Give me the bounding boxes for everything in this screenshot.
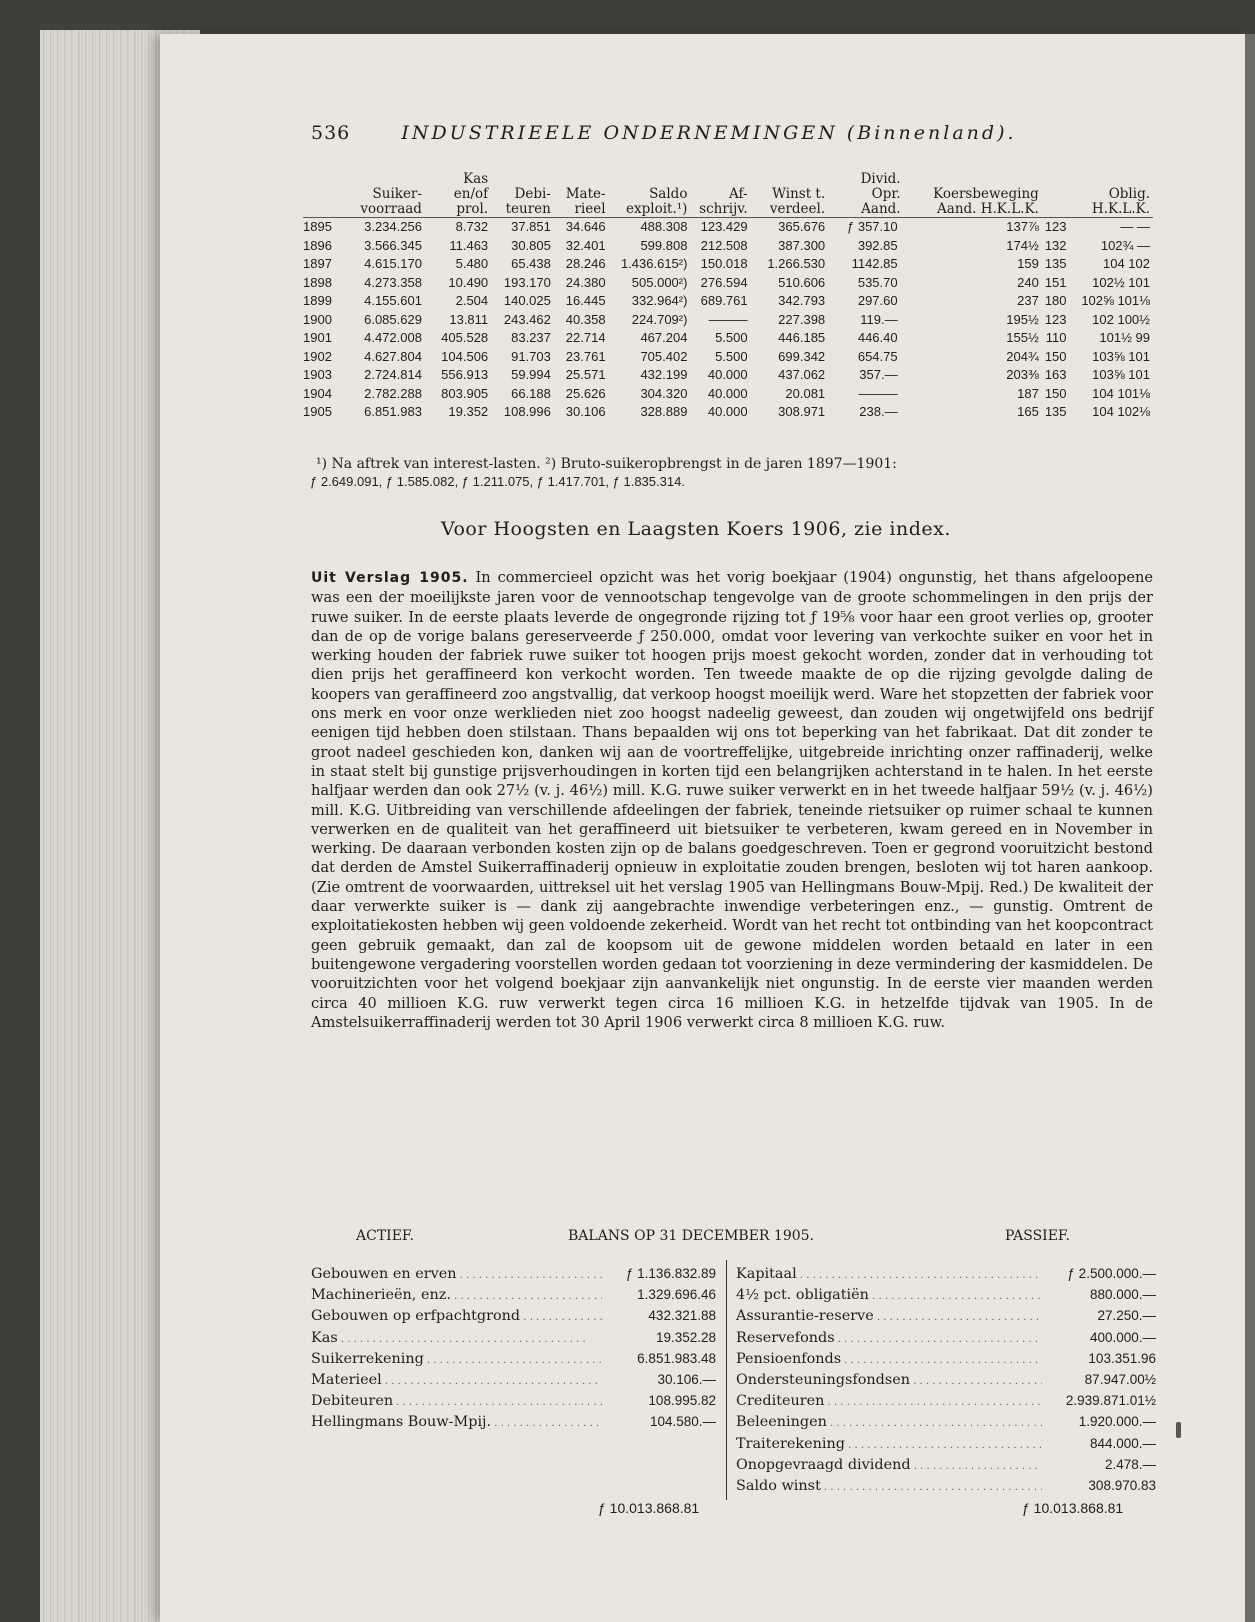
table-cell: 102⅝ 101⅛ (1081, 293, 1150, 308)
balance-item-label: Hellingmans Bouw-Mpij. . . . (311, 1413, 602, 1433)
footnote-line-1: ¹) Na aftrek van interest-lasten. ²) Bruto-suikeropbrengst in de jaren 1897—1901: (316, 456, 897, 472)
table-cell: 1902 (303, 348, 332, 364)
balance-item-amount: 308.970.83 (1088, 1478, 1156, 1494)
table-cell: 1142.85 (851, 256, 898, 271)
table-cell: 66.188 (511, 385, 551, 401)
table-cell: 1896 (303, 237, 332, 253)
passief-heading: PASSIEF. (1005, 1228, 1070, 1244)
report-text: In commercieel opzicht was het vorig boekjaar (1904) ongunstig, het thans afgeloopene was een der moeilijkste jaren voor de vennootschap tengevolge van de groote schommelingen in den prijs der ruwe suiker. In de eerste plaats leverde de ongegronde rijzing tot ƒ 19⅝ voor haar een groot verlies op, grooter dan de op de vorige balans gereserveerde ƒ 250.000, omdat voor levering van verkochte suiker en voor het in werking houden der fabriek ruwe suiker tot hoogen prijs moest gekocht worden, zonder dat in verhouding tot dien prijs het geraffineerd kon verkocht worden. Ten tweede maakte de op die rijzing gevolgde daling de koopers van geraffineerd zoo angstvallig, dat verkoop hoogst moeilijk werd. Ware het stopzetten der fabriek voor ons merk en voor onze werklieden niet zoo hoogst nadeelig geweest, dan zouden wij ongetwijfeld ons bedrijf eenigen tijd hebben doen stilstaan. Thans bepaalden wij ons tot beperking van het fabrikaat. Dat dit zonder te groot nadeel geschieden kon, danken wij aan de voortreffelijke, uitgebreide inrichting onzer raffinaderij, welke in staat stelt bij gunstige prijsverhoudingen in korten tijd een belangrijken achterstand in te halen. In het eerste halfjaar werden dan ook 27½ (v. j. 46½) mill. K.G. ruwe suiker verwerkt en in het tweede halfjaar 59½ (v. j. 46½) mill. K.G. Uitbreiding van verschillende afdeelingen der fabriek, teneinde rietsuiker op ruimer schaal te kunnen verwerken en de qualiteit van het geraffineerd uit bietsuiker te verbeteren, kwam gereed en in November in werking. De daaraan verbonden kosten zijn op de balans goedgeschreven. Toen er gegrond vooruitzicht bestond dat derden de Amstel Suikerraffinaderij opnieuw in exploitatie zouden brengen, besloten wij tot haren aankoop. (Zie omtrent de voorwaarden, uittreksel uit het verslag 1905 van Hellingmans Bouw-Mpij. Red.) De kwaliteit der daar verwerkte suiker is — dank zij aangebrachte inwendige verbeteringen enz., — gunstig. Omtrent de exploitatiekosten hebben wij geen voldoende zekerheid. Wordt van het recht tot ontbinding van het koopcontract geen gebruik gemaakt, dan zal de koopsom uit de gewone middelen worden betaald en later in een buitengewone vergadering voorstellen worden gedaan tot voorziening in deze vermindering der kasmiddelen. De vooruitzichten voor het volgend boekjaar zijn aanvankelijk niet ongunstig. In de eerste vier maanden werden circa 40 millioen K.G. ruw verwerkt tegen circa 16 millioen K.G. in hetzelfde tijdvak van 1905. In de Amstelsuikerraffinaderij werden tot 30 April 1906 verwerkt circa 8 millioen K.G. ruw. (311, 569, 1153, 1031)
table-cell: 224.709²) (631, 311, 688, 327)
balance-row (736, 1370, 1156, 1391)
passief-column (736, 1264, 1156, 1497)
table-footnote (310, 455, 1156, 491)
table-row (303, 385, 1153, 404)
table-cell: 102¾ — (1100, 237, 1150, 253)
table-cell: 101½ 99 (1099, 330, 1150, 345)
table-cell: 187 (1017, 385, 1039, 401)
table-cell: 276.594 (700, 274, 748, 290)
table-cell: 135 (1044, 256, 1067, 271)
table-cell: 240 (1017, 274, 1039, 290)
table-cell: 150.018 (700, 256, 748, 271)
table-cell: 4.627.804 (364, 348, 422, 364)
balance-row (736, 1455, 1156, 1476)
table-cell: 332.964²) (631, 293, 688, 308)
table-cell: 25.626 (565, 385, 606, 401)
table-cell: 4.273.358 (364, 274, 422, 290)
balance-item-label: Crediteuren . . . (736, 1392, 1042, 1412)
table-cell: 22.714 (565, 330, 606, 345)
balance-row (736, 1391, 1156, 1412)
passief-total: ƒ 10.013.868.81 (1022, 1500, 1124, 1516)
table-cell: 119.— (860, 311, 898, 327)
table-cell: 2.724.814 (364, 367, 422, 382)
balance-row (311, 1264, 716, 1285)
table-cell: 132 (1044, 237, 1067, 253)
table-cell: 83.237 (511, 330, 551, 345)
table-cell: ƒ 357.10 (847, 219, 898, 234)
balance-row (736, 1328, 1156, 1349)
table-cell: 123 (1044, 311, 1067, 327)
balance-item-amount: ƒ 2.500.000.— (1067, 1266, 1156, 1281)
balance-item-amount: 2.939.871.01½ (1065, 1393, 1156, 1409)
table-cell: 1898 (303, 274, 332, 290)
table-cell: 238.— (859, 404, 898, 419)
table-cell: 328.889 (640, 404, 688, 419)
table-cell: 193.170 (503, 274, 551, 290)
table-cell: 2.782.288 (364, 385, 422, 401)
balance-item-amount: ƒ 1.136.832.89 (625, 1266, 716, 1281)
balance-title: BALANS OP 31 DECEMBER 1905. (568, 1228, 814, 1244)
table-header-cell: Suiker- voorraad (344, 172, 425, 218)
balance-item-label: Beleeningen . . . (736, 1413, 1042, 1433)
table-cell: 103⅝ 101 (1092, 367, 1150, 382)
balance-item-amount: 30.106.— (657, 1372, 716, 1388)
balance-row (736, 1264, 1156, 1285)
actief-heading: ACTIEF. (356, 1228, 414, 1244)
balance-item-label: Materieel . . . (311, 1371, 602, 1391)
annual-report-excerpt (311, 568, 1153, 1032)
table-cell: 30.805 (511, 237, 551, 253)
balance-row (736, 1412, 1156, 1433)
table-cell: 140.025 (503, 293, 551, 308)
table-cell: 65.438 (511, 256, 551, 271)
balance-row (311, 1370, 716, 1391)
table-cell: 203⅜ (1006, 367, 1039, 382)
table-cell: 212.508 (700, 237, 748, 253)
table-cell: 102 100½ (1092, 311, 1150, 327)
table-cell: 37.851 (511, 219, 551, 234)
table-cell: 437.062 (778, 367, 826, 382)
balance-row (311, 1285, 716, 1306)
table-cell: 4.615.170 (364, 256, 422, 271)
table-cell: 137⅞ (1006, 219, 1039, 234)
table-cell: 20.081 (785, 385, 826, 401)
table-cell: 4.155.601 (364, 293, 422, 308)
table-cell: 180 (1044, 293, 1067, 308)
balance-row (311, 1412, 716, 1433)
table-header-cell (1042, 172, 1070, 218)
table-cell: 599.808 (640, 237, 688, 253)
table-cell: 505.000²) (631, 274, 688, 290)
statistics-table (303, 172, 1153, 422)
balance-item-amount: 27.250.— (1097, 1308, 1156, 1324)
table-cell: 28.246 (565, 256, 606, 271)
balance-item-amount: 108.995.82 (648, 1393, 716, 1409)
balance-row (311, 1349, 716, 1370)
table-cell: 1897 (303, 256, 332, 271)
balance-item-label: Ondersteuningsfondsen . . . (736, 1371, 1042, 1391)
table-body (303, 218, 1153, 422)
table-row (303, 237, 1153, 256)
table-cell: 155½ (1006, 330, 1039, 345)
balance-row (736, 1476, 1156, 1497)
table-cell: 699.342 (778, 348, 826, 364)
table-cell: 163 (1044, 367, 1067, 382)
balance-item-label: Reservefonds . . . (736, 1329, 1042, 1349)
table-cell: 135 (1044, 404, 1067, 419)
balance-item-amount: 103.351.96 (1088, 1350, 1156, 1366)
balance-row (736, 1306, 1156, 1327)
table-row (303, 329, 1153, 348)
table-cell: 19.352 (448, 404, 489, 419)
table-cell: 1900 (303, 311, 332, 327)
table-header-cell: Mate- rieel (554, 172, 609, 218)
table-cell: 803.905 (441, 385, 489, 401)
table-cell: 1905 (303, 404, 332, 419)
balance-item-label: Traiterekening . . . (736, 1435, 1042, 1455)
table-header-cell: Koersbeweging Aand. H.K.L.K. (904, 172, 1042, 218)
table-cell: 174½ (1006, 237, 1039, 253)
table-cell: 488.308 (640, 219, 688, 234)
balance-item-label: Machinerieën, enz. . . . (311, 1286, 602, 1306)
balance-item-label: 4½ pct. obligatiën . . . (736, 1286, 1042, 1306)
table-header-cell: Oblig. H.K.L.K. (1070, 172, 1153, 218)
table-cell: 3.566.345 (364, 237, 422, 253)
book-right-edge (1245, 34, 1255, 1622)
table-cell: 195½ (1006, 311, 1039, 327)
table-cell: 432.199 (640, 367, 688, 382)
table-header-cell: Saldo exploit.¹) (609, 172, 691, 218)
report-lead: Uit Verslag 1905. (311, 570, 469, 586)
table-header-cell (303, 172, 344, 218)
table-cell: 308.971 (778, 404, 826, 419)
table-cell: — — (1120, 219, 1150, 234)
table-cell: 1899 (303, 293, 332, 308)
table-cell: 151 (1044, 274, 1067, 290)
actief-column (311, 1264, 716, 1434)
table-cell: 102½ 101 (1092, 274, 1150, 290)
table-cell: 59.994 (511, 367, 551, 382)
table-cell: 3.234.256 (364, 219, 422, 234)
page-title: INDUSTRIEELE ONDERNEMINGEN (Binnenland). (401, 122, 1017, 144)
table-cell: 654.75 (857, 348, 898, 364)
table-cell: 365.676 (778, 219, 826, 234)
table-row (303, 366, 1153, 385)
balance-item-amount: 432.321.88 (648, 1308, 716, 1324)
table-header-cell: Af- schrijv. (690, 172, 750, 218)
balance-row (736, 1349, 1156, 1370)
balance-item-label: Saldo winst . . . (736, 1477, 1042, 1497)
table-cell: 165 (1017, 404, 1039, 419)
balance-item-amount: 87.947.00½ (1084, 1372, 1156, 1388)
table-cell: 104 102⅛ (1092, 404, 1150, 419)
table-cell: 24.380 (565, 274, 606, 290)
balance-item-amount: 1.329.696.46 (637, 1287, 716, 1303)
table-cell: 304.320 (640, 385, 688, 401)
table-cell: 104 102 (1103, 256, 1150, 271)
table-cell: 150 (1044, 385, 1067, 401)
table-cell: 91.703 (511, 348, 551, 364)
balance-item-label: Suikerrekening . . . (311, 1350, 602, 1370)
table-cell: 1901 (303, 330, 332, 345)
table-cell: 1895 (303, 219, 332, 234)
table-cell: 13.811 (449, 311, 489, 327)
table-cell: 150 (1044, 348, 1067, 364)
table-cell: 1.266.530 (767, 256, 826, 271)
table-cell: 40.000 (707, 385, 748, 401)
table-row (303, 274, 1153, 293)
table-row (303, 403, 1153, 422)
table-cell: 243.462 (503, 311, 551, 327)
table-cell: ——— (858, 385, 898, 401)
table-header-cell: Divid. Opr. Aand. (828, 172, 903, 218)
balance-item-label: Debiteuren . . . (311, 1392, 602, 1412)
actief-total: ƒ 10.013.868.81 (598, 1500, 700, 1516)
table-row (303, 311, 1153, 330)
table-cell: 227.398 (778, 311, 826, 327)
balance-item-amount: 400.000.— (1089, 1329, 1156, 1345)
table-cell: 23.761 (565, 348, 606, 364)
footnote-line-2: ƒ 2.649.091, ƒ 1.585.082, ƒ 1.211.075, ƒ 1.417.701, ƒ 1.835.314. (310, 474, 685, 489)
table-cell: 6.085.629 (364, 311, 422, 327)
table-cell: 5.500 (715, 348, 748, 364)
table-cell: 110 (1045, 330, 1067, 345)
table-cell: 237 (1017, 293, 1039, 308)
table-cell: 159 (1017, 256, 1039, 271)
table-cell: 387.300 (778, 237, 826, 253)
table-header-row (303, 172, 1153, 218)
balance-row (311, 1328, 716, 1349)
table-header-cell: Winst t. verdeel. (751, 172, 829, 218)
table-cell: 123 (1044, 219, 1067, 234)
table-cell: 40.358 (565, 311, 606, 327)
balance-item-amount: 2.478.— (1104, 1456, 1156, 1472)
table-cell: 103⅝ 101 (1092, 348, 1150, 364)
table-cell: 556.913 (441, 367, 489, 382)
table-cell: 10.490 (448, 274, 489, 290)
table-header-cell: Kas en/of prol. (425, 172, 491, 218)
balance-item-amount: 1.920.000.— (1078, 1414, 1156, 1430)
balance-item-amount: 19.352.28 (655, 1329, 716, 1345)
table-cell: 8.732 (455, 219, 489, 234)
balance-row (311, 1391, 716, 1412)
table-row (303, 292, 1153, 311)
table-row (303, 255, 1153, 274)
table-cell: 392.85 (857, 237, 898, 253)
table-cell: 342.793 (778, 293, 826, 308)
balance-row (736, 1434, 1156, 1455)
margin-mark (1176, 1422, 1181, 1438)
table-cell: 104 101⅛ (1092, 385, 1150, 401)
table-cell: 405.528 (441, 330, 489, 345)
table-cell: 5.500 (715, 330, 748, 345)
table-cell: 108.996 (503, 404, 551, 419)
table-cell: 297.60 (857, 293, 898, 308)
balance-item-amount: 880.000.— (1089, 1287, 1156, 1303)
table-cell: 204¾ (1006, 348, 1039, 364)
table-header-cell: Debi- teuren (491, 172, 554, 218)
table-cell: 40.000 (707, 404, 748, 419)
table-cell: 30.106 (565, 404, 606, 419)
table-cell: 34.646 (565, 219, 606, 234)
table-row (303, 348, 1153, 367)
table-cell: 25.571 (565, 367, 606, 382)
table-cell: 11.463 (449, 237, 489, 253)
table-cell: 689.761 (700, 293, 748, 308)
balance-item-label: Gebouwen en erven . . . (311, 1265, 602, 1285)
balance-divider (726, 1260, 727, 1500)
table-cell: 535.70 (857, 274, 898, 290)
table-cell: 5.480 (455, 256, 489, 271)
table-cell: 6.851.983 (364, 404, 422, 419)
table-cell: 1.436.615²) (620, 256, 688, 271)
balance-item-amount: 104.580.— (649, 1414, 716, 1430)
table-cell: 1903 (303, 367, 332, 382)
table-cell: ——— (708, 311, 748, 327)
table-cell: 467.204 (640, 330, 688, 345)
page-header (311, 122, 1017, 144)
table-cell: 1904 (303, 385, 332, 401)
balance-item-label: Onopgevraagd dividend . . . (736, 1456, 1042, 1476)
table-cell: 705.402 (640, 348, 688, 364)
table-cell: 446.185 (778, 330, 826, 345)
balance-item-label: Assurantie-reserve . . . (736, 1307, 1042, 1327)
table-cell: 32.401 (565, 237, 606, 253)
balance-item-label: Kapitaal . . . (736, 1265, 1042, 1285)
balance-row (736, 1285, 1156, 1306)
balance-item-amount: 844.000.— (1089, 1435, 1156, 1451)
balance-item-amount: 6.851.983.48 (637, 1350, 716, 1366)
page-number: 536 (311, 122, 351, 144)
balance-row (311, 1306, 716, 1327)
balance-item-label: Pensioenfonds . . . (736, 1350, 1042, 1370)
table-cell: 357.— (859, 367, 898, 382)
table-cell: 510.606 (778, 274, 826, 290)
table-cell: 123.429 (700, 219, 748, 234)
table-cell: 16.445 (565, 293, 606, 308)
table-row (303, 218, 1153, 237)
balance-item-label: Gebouwen op erfpachtgrond . . . (311, 1307, 602, 1327)
table-cell: 2.504 (455, 293, 489, 308)
table-cell: 4.472.008 (364, 330, 422, 345)
table-cell: 40.000 (707, 367, 748, 382)
table-cell: 104.506 (441, 348, 489, 364)
table-cell: 446.40 (857, 330, 898, 345)
balance-item-label: Kas . . . (311, 1329, 602, 1349)
index-note: Voor Hoogsten en Laagsten Koers 1906, zie index. (441, 518, 951, 540)
